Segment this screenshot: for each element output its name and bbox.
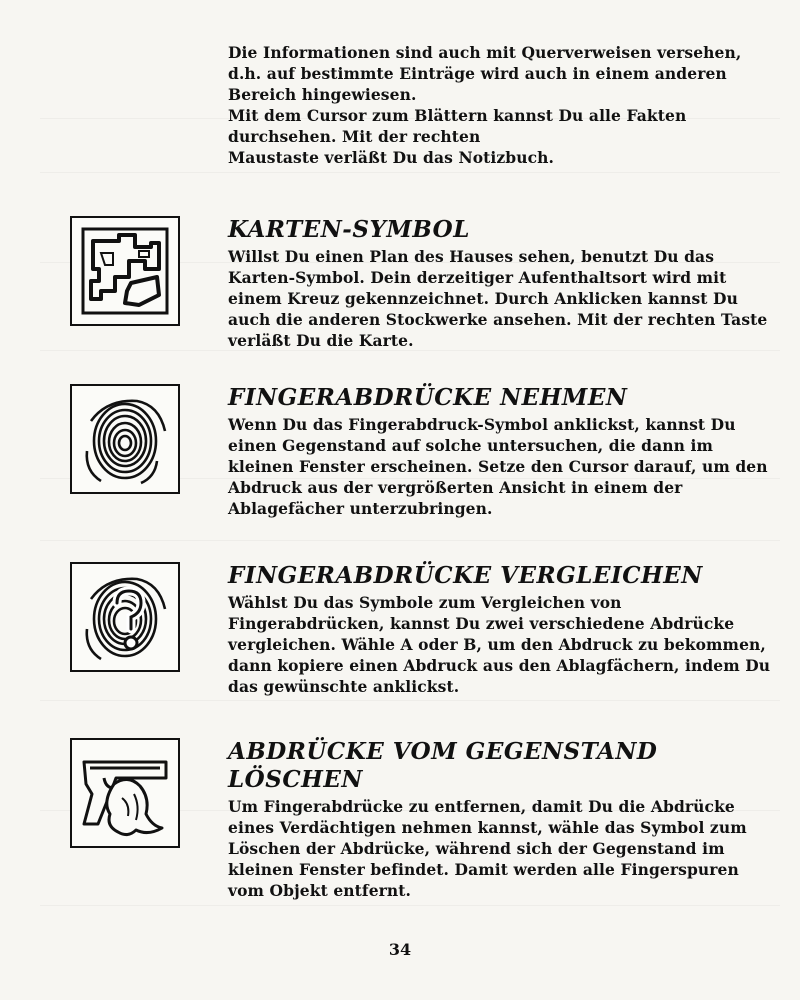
body-line: verläßt Du die Karte.: [228, 331, 414, 350]
pistol-cloth-icon: [76, 744, 174, 842]
erase-symbol-box: [70, 738, 180, 848]
intro-line: Maustaste verläßt Du das Notizbuch.: [228, 148, 555, 167]
fingerprint-symbol-box: [70, 384, 180, 494]
compare-fingerprints-text: [228, 562, 771, 697]
section-heading: [228, 384, 768, 412]
erase-prints-text: [228, 738, 768, 901]
body-line: Abdruck aus der vergrößerten Ansicht in einem der: [228, 478, 683, 497]
body-line: Fingerabdrücken, kannst Du zwei verschiedene Abdrücke: [228, 614, 735, 633]
compare-symbol-box: [70, 562, 180, 672]
intro-line: Mit dem Cursor zum Blättern kannst Du alle Fakten: [228, 106, 687, 125]
map-icon: [79, 225, 171, 317]
heading-line: KARTEN-SYMBOL: [228, 216, 470, 243]
body-line: auch die anderen Stockwerke ansehen. Mit der rechten Taste: [228, 310, 768, 329]
body-line: kleinen Fenster befindet. Damit werden alle Fingerspuren: [228, 860, 739, 879]
intro-line: Bereich hingewiesen.: [228, 85, 417, 104]
heading-line: FINGERABDRÜCKE VERGLEICHEN: [228, 562, 703, 589]
fingerprint-icon: [77, 391, 173, 487]
intro-paragraph: [228, 42, 748, 168]
section-heading: [228, 216, 768, 244]
body-line: vom Objekt entfernt.: [228, 881, 412, 900]
body-line: Wenn Du das Fingerabdruck-Symbol anklickst, kannst Du: [228, 415, 736, 434]
body-line: dann kopiere einen Abdruck aus den Ablagfächern, indem Du: [228, 656, 771, 675]
body-line: eines Verdächtigen nehmen kannst, wähle das Symbol zum: [228, 818, 747, 837]
heading-line: FINGERABDRÜCKE NEHMEN: [228, 384, 628, 411]
body-line: einem Kreuz gekennzeichnet. Durch Anklicken kannst Du: [228, 289, 738, 308]
body-line: Ablagefächer unterzubringen.: [228, 499, 493, 518]
body-line: Willst Du einen Plan des Hauses sehen, benutzt Du das: [228, 247, 715, 266]
page-number: 34: [388, 940, 412, 959]
take-fingerprints-text: [228, 384, 768, 519]
body-line: das gewünschte anklickst.: [228, 677, 460, 696]
section-heading: [228, 562, 768, 590]
intro-line: durchsehen. Mit der rechten: [228, 127, 481, 146]
body-line: vergleichen. Wähle A oder B, um den Abdruck zu bekommen,: [228, 635, 766, 654]
body-line: Um Fingerabdrücke zu entfernen, damit Du die Abdrücke: [228, 797, 735, 816]
section-heading: [228, 738, 768, 794]
fingerprint-compare-icon: [77, 569, 173, 665]
body-line: Wählst Du das Symbole zum Vergleichen von: [228, 593, 622, 612]
intro-line: d.h. auf bestimmte Einträge wird auch in einem anderen: [228, 64, 727, 83]
body-line: kleinen Fenster erscheinen. Setze den Cursor darauf, um den: [228, 457, 768, 476]
body-line: Löschen der Abdrücke, während sich der Gegenstand im: [228, 839, 725, 858]
map-symbol-box: [70, 216, 180, 326]
map-symbol-text: [228, 216, 768, 351]
heading-line: LÖSCHEN: [228, 766, 363, 793]
heading-line: ABDRÜCKE VOM GEGENSTAND: [228, 738, 658, 765]
intro-line: Die Informationen sind auch mit Querverweisen versehen,: [228, 43, 742, 62]
body-line: Karten-Symbol. Dein derzeitiger Aufenthaltsort wird mit: [228, 268, 727, 287]
body-line: einen Gegenstand auf solche untersuchen, die dann im: [228, 436, 713, 455]
